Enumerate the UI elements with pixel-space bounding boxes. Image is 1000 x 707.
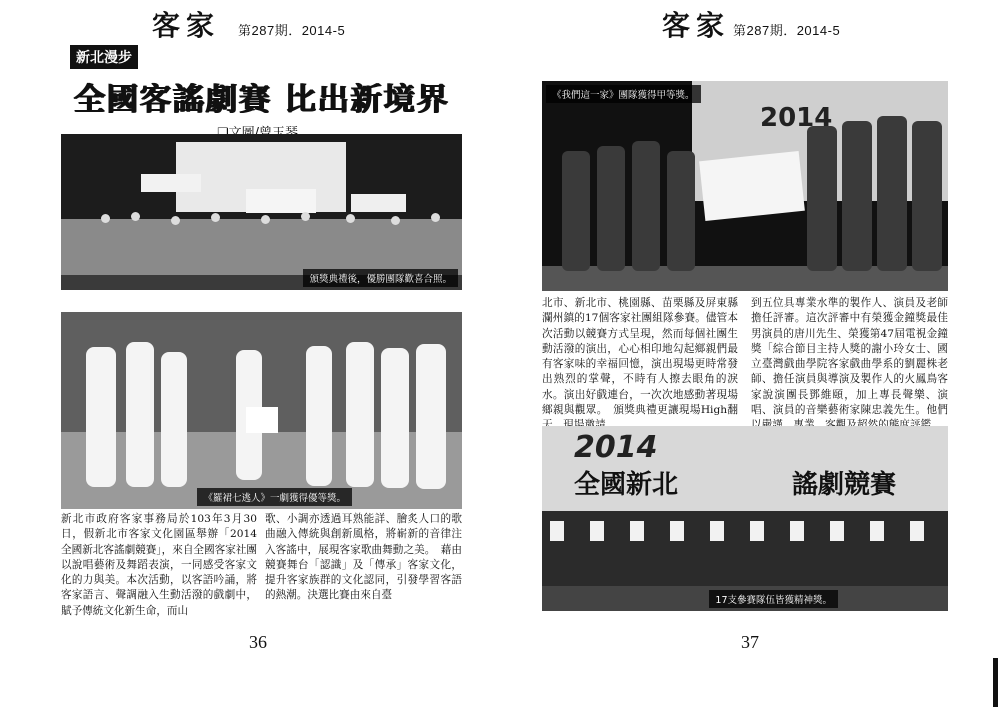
left-page-number: 36 (249, 632, 267, 652)
group-photo-left (61, 134, 462, 290)
banner-year: 2014 (574, 430, 658, 465)
right-photo2-caption: 17支參賽隊伍皆獲精神獎。 (709, 590, 838, 608)
left-masthead: 客家 (152, 9, 221, 42)
section-tag: 新北漫步 (70, 45, 138, 69)
page-edge-mark (993, 658, 998, 707)
sign-year: 2014 (760, 103, 833, 133)
right-page-number: 37 (741, 632, 759, 652)
award-scene-1 (542, 81, 948, 291)
right-body-column-1: 北市、新北市、桃園縣、苗栗縣及屏東縣瀾州鎮的17個客家社團組隊參賽。儘管本次活動以競賽方式呈現，然而每個社團生動活潑的演出，心心相印地勾起鄉親們最有客家味的幸福回憶，演出現場更時常發出熟烈的掌聲，不時有人擦去眼角的淚水。演出好戲連台，一次次地感動著現場鄉親與觀眾。 頒獎典禮更讓現場High翻 (542, 297, 738, 417)
right-masthead: 客家 (662, 9, 731, 42)
award-photo-1 (542, 81, 948, 291)
banner-title-2: 謠劇競賽 (792, 470, 897, 500)
banner-title: 全國新北 (574, 470, 679, 500)
left-issue-number: 第287期．2014-5 (238, 23, 346, 38)
photo2-caption: 《羅裙七逃人》一劇獲得優等獎。 (197, 488, 352, 506)
photo1-caption: 頒獎典禮後，優勝團隊歡喜合照。 (303, 269, 458, 287)
stage-scene (61, 134, 462, 290)
right-issue-number: 第287期．2014-5 (733, 23, 841, 38)
left-body-column-2: 歌、小調亦透過耳熟能詳、膾炙人口的歌曲融入傳統與創新風格，將嶄新的音律注入客謠中，展現客家歌曲舞動之美。 藉由競賽舞台「認識」及「傳承」客家文化，提升客家族群的文化認同，引發學習客語的熱潮。決選比賽由來自臺 (265, 513, 462, 602)
right-body-column-2: 到五位具專業水準的製作人、演員及老師擔任評審。這次評審中有榮獲金鐘獎最佳男演員的唐川先生、榮獲第47屆電視金鐘獎「綜合節目主持人獎的謝小玲女士、國立臺灣戲曲學院客家戲曲學系的劉麗株老師、擔任演員與導演及製作人的火鳳鳥客家說演團長鄧維頤，加上專長聲樂、演唱、演員的音樂藝術家陳忠義先生。他們 (751, 297, 948, 417)
article-headline: 全國客謠劇賽 比出新境界 (74, 82, 450, 118)
performers-scene (61, 312, 462, 509)
performers-photo (61, 312, 462, 509)
right-photo1-caption: 《我們這一家》團隊獲得甲等獎。 (546, 85, 701, 103)
left-body-column-1: 新北市政府客家事務局於103年3月30日，假新北市客家文化園區舉辦「2014全國新北客謠劇競賽」，來自全國客家社團以說唱藝術及舞蹈表演，一同感受客家文化的力與美。本次活動，以客語吟誦，將客家語言、聲調融入生動活潑的戲劇中，賦予傳統文化新生命，而山 (61, 513, 257, 617)
award-photo-2 (542, 426, 948, 611)
